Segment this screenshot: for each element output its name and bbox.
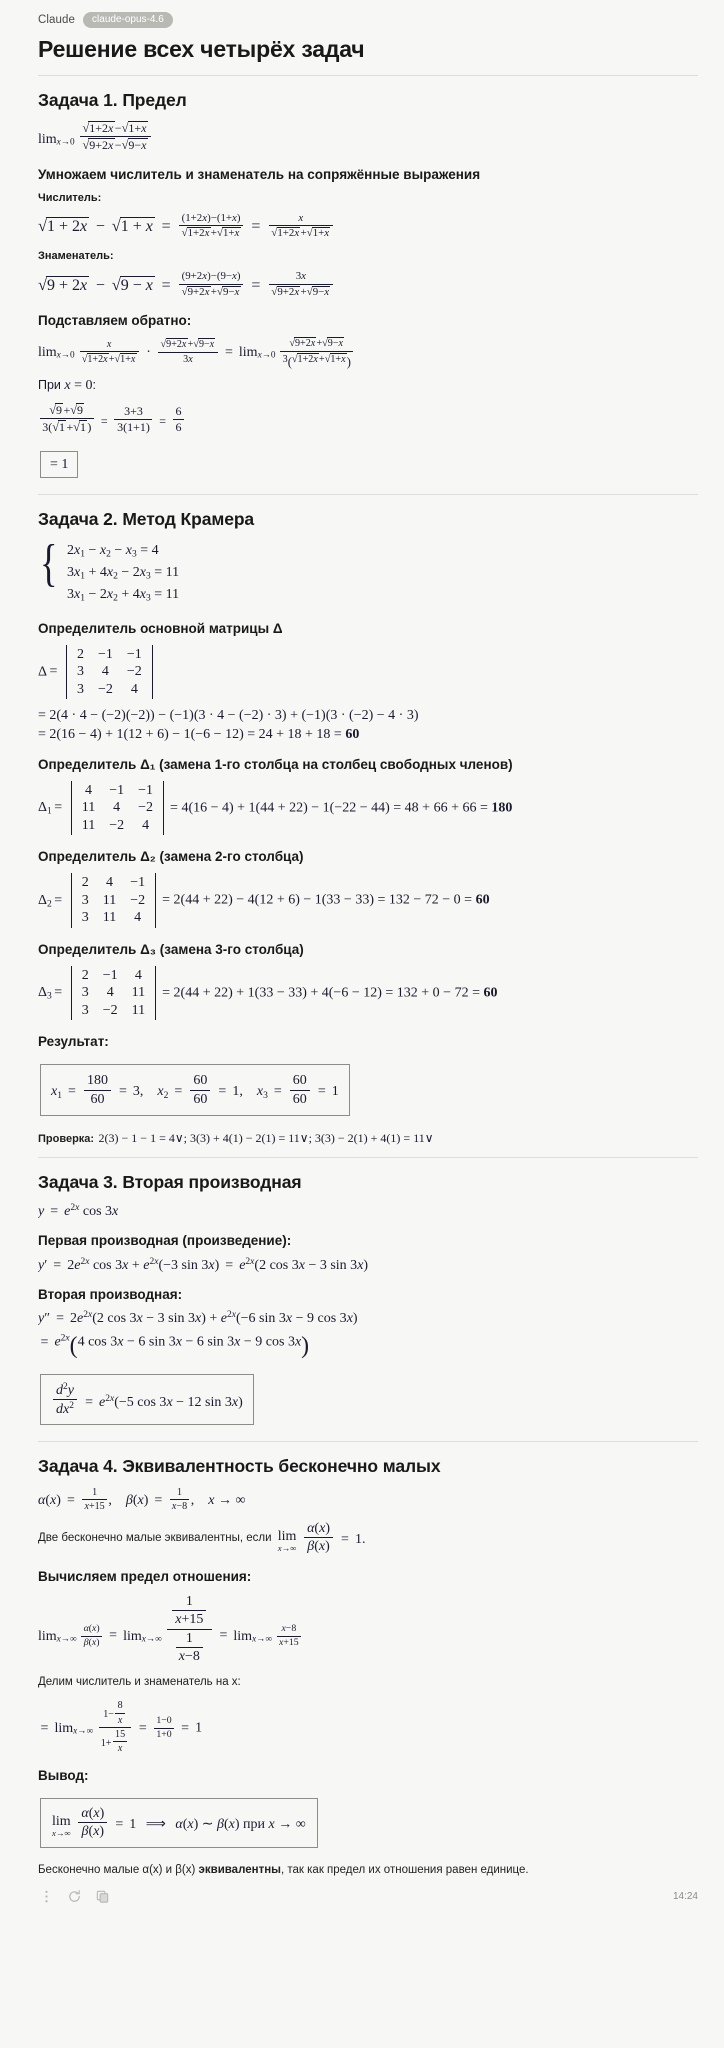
task-3-first-heading: Первая производная (произведение):: [38, 1233, 292, 1249]
task-1-numerator-label: Числитель:: [38, 191, 102, 204]
task-3-heading: Задача 3. Вторая производная: [38, 1172, 302, 1193]
final-note: [38, 1862, 698, 1879]
task-3-result-box: $\frac{d^2y}{dx^2}$ = $e^{2x}(-5$ cos 3x − 12 sin 3x): [40, 1374, 254, 1425]
task-3-second-derivative-line-2: = $e^{2x}(4$ cos 3x − 6 sin 3x − 6 sin 3x − 9 cos 3x): [40, 1333, 310, 1360]
message-action-bar: [38, 1889, 698, 1904]
task-2-d1-row: $\Delta_1$ = 4 −1 −1 11 4 −2 11 −2 4 = 4(16 − 4) + 1(44 + 22) − 1(−22 − 44) = 48 + 66 + 66 = 180: [38, 781, 698, 836]
d1-expression: = 4(16 − 4) + 1(44 + 22) − 1(−22 − 44) = 48 + 66 + 66 =: [170, 800, 492, 816]
task-1-substitute-heading: Подставляем обратно:: [38, 313, 192, 329]
task-1-heading: Задача 1. Предел: [38, 89, 187, 110]
model-badge: claude-opus-4.6: [83, 12, 173, 28]
retry-icon[interactable]: [67, 1889, 82, 1904]
task-2-section: [38, 509, 698, 1147]
copy-icon[interactable]: [95, 1889, 110, 1904]
task-3-second-heading: Вторая производная:: [38, 1287, 183, 1303]
task-4-divide-label: [38, 1676, 698, 1688]
final-note-part-2: , так как предел их отношения равен единице.: [280, 1863, 529, 1876]
d3-expression: = 2(44 + 22) + 1(33 − 33) + 4(−6 − 12) = 132 + 0 − 72 =: [162, 985, 484, 1001]
final-note-emphasis: эквивалентны: [198, 1863, 281, 1876]
task-1-denominator-label: Знаменатель:: [38, 250, 114, 263]
task-3-function: $y = e^{2x}$ cos 3x: [38, 1203, 119, 1219]
delta-line-2-text: = 2(16 − 4) + 1(12 + 6) − 1(−6 − 12) = 24 + 18 + 18 =: [38, 727, 346, 743]
message-timestamp: 14:24: [672, 1890, 698, 1902]
task-4-criterion: Две бесконечно малые эквивалентны, если lim x→∞ $\frac{\alpha(x)}{\beta(x)}$ = 1.: [38, 1521, 366, 1555]
d1-value: 180: [491, 800, 513, 816]
task-2-result-heading: Результат:: [38, 1034, 109, 1050]
task-4-divide-expression: = limx→∞ 1− $\frac{8}{x}$ 1+ $\frac{15}{x}$ = $\frac{1-0}{1+0}$ = 1: [40, 1700, 203, 1754]
task-2-delta-line-1: = 2(4 · 4 − (−2)(−2)) − (−1)(3 · 4 − (−2) · 3) + (−1)(3 · (−2) − 4 · 3): [38, 708, 419, 723]
message-header: [38, 12, 698, 28]
task-2-d1-heading: Определитель Δ₁ (замена 1-го столбца на столбец свободных членов): [38, 756, 513, 772]
check-expression: 2(3) − 1 − 1 = 4∨; 3(3) + 4(1) − 2(1) = 11∨; 3(3) − 2(1) + 4(1) = 11∨: [98, 1131, 434, 1146]
check-label: Проверка:: [38, 1133, 95, 1146]
divider: [38, 1441, 698, 1442]
system-equation: $3x_1 + 4x_2 - 2x_3 = 11$: [66, 565, 180, 582]
task-1-step-heading: Умножаем числитель и знаменатель на сопряжённые выражения: [38, 166, 481, 182]
task-1-denominator-expression: √9 + 2x − √9 − x = $\frac{(9+2x)-(9-x)}{√9+2x+√9-x}$ = $\frac{3x}{√9+2x+√9-x}$: [38, 271, 698, 299]
task-1-result-box: = 1: [40, 451, 78, 478]
divider: [38, 75, 698, 76]
task-3-section: [38, 1172, 698, 1431]
task-2-check-row: [38, 1129, 698, 1147]
d2-expression: = 2(44 + 22) − 4(12 + 6) − 1(33 − 33) = 132 − 72 − 0 =: [162, 892, 476, 908]
task-2-d2-heading: Определитель Δ₂ (замена 2-го столбца): [38, 849, 304, 865]
task-4-heading: Задача 4. Эквивалентность бесконечно малых: [38, 1455, 441, 1476]
system-equation: $2x_1 - x_2 - x_3 = 4$: [66, 543, 159, 560]
task-2-d3-row: $\Delta_3$ = 2 −1 4 3 4 11 3 −2 11 = 2(44 + 22) + 1(33 − 33) + 4(−6 − 12) = 132 + 0 − 72 = 60: [38, 966, 698, 1021]
task-3-second-derivative-line-1: $y'' = 2e^{2x}(2$ cos 3x − 3 $\sin 3x) + e^{2x}(-6$ sin 3x − 9 cos 3x): [38, 1310, 358, 1327]
task-2-delta-matrix: Δ = 2 −1 −1 3 4 −2 3 −2 4: [38, 645, 698, 700]
message-footer: [0, 1854, 724, 1910]
task-1-at-zero-label: При x = 0:: [38, 378, 96, 394]
task-2-d3-heading: Определитель Δ₃ (замена 3-го столбца): [38, 941, 304, 957]
delta-value: 60: [345, 727, 360, 743]
task-4-calc-heading: Вычисляем предел отношения:: [38, 1568, 252, 1584]
final-note-part-1: Бесконечно малые α(x) и β(x): [38, 1863, 199, 1876]
task-4-conclusion-box: lim x→∞ $\frac{\alpha(x)}{\beta(x)}$ = 1 ⟹ α(x) ∼ β(x) при x → ∞: [40, 1798, 318, 1848]
task-1-section: [38, 90, 698, 485]
d3-value: 60: [483, 985, 498, 1001]
task-4-definitions: α(x) = $\frac{1}{x+15}$ , β(x) = $\frac{1}{x-8}$ , x → ∞: [38, 1486, 246, 1513]
task-3-first-derivative: $y' = 2e^{2x}$ $\cos 3x + e^{2x}(-3$ $\sin 3x) = e^{2x}(2$ cos 3x − 3 sin 3x): [38, 1257, 369, 1273]
assistant-name: Claude: [38, 13, 76, 26]
task-1-limit-expression: limx→0 $\frac{√1+2x-√1+x}{√9+2x-√9-x}$: [38, 121, 698, 153]
task-2-result-box: $x_1$ = $\frac{180}{60}$ = 3, $x_2$ = $\frac{60}{60}$ = 1, $x_3$ = $\frac{60}{60}$ = 1: [40, 1064, 350, 1116]
task-2-delta-line-2: [38, 727, 698, 742]
system-brace: {: [40, 535, 58, 593]
task-2-delta-heading: Определитель основной матрицы Δ: [38, 620, 283, 636]
more-options-icon[interactable]: [39, 1889, 54, 1904]
divider: [38, 1157, 698, 1158]
page-title: Решение всех четырёх задач: [38, 35, 365, 62]
divider: [38, 494, 698, 495]
task-2-d2-row: $\Delta_2$ = 2 4 −1 3 11 −2 3 11 4 = 2(44 + 22) − 4(12 + 6) − 1(33 − 33) = 132 − 72 − 0 = 60: [38, 873, 698, 928]
divide-label-text: Делим числитель и знаменатель на x:: [38, 1676, 241, 1689]
task-1-numerator-expression: √1 + 2x − √1 + x = $\frac{(1+2x)-(1+x)}{√1+2x+√1+x}$ = $\frac{x}{√1+2x+√1+x}$: [38, 213, 698, 241]
task-2-system: [40, 535, 698, 606]
task-4-section: [38, 1456, 698, 1854]
system-equation: $3x_1 - 2x_2 + 4x_3 = 11$: [66, 587, 180, 605]
task-1-at-zero-expression: $\frac{√9+√9}{3(√1+√1)}$ = $\frac{3+3}{3(1+1)}$ = $\frac{6}{6}$: [38, 403, 698, 435]
task-1-substitute-expression: limx→0 $\frac{x}{√1+2x+√1+x}$ · $\frac{√9+2x+√9-x}{3x}$ = limx→0 $\frac{√9+2x+√9-x}{3(√1+2x+√1+x)}$: [38, 337, 698, 369]
task-4-calc-expression: limx→∞ $\frac{\alpha(x)}{\beta(x)}$ = limx→∞ $\frac{\frac{1}{x+15}}{\frac{1}{x-8}}$ = limx→∞ $\frac{x-8}{x+15}$: [38, 1594, 698, 1665]
d2-value: 60: [475, 892, 490, 908]
task-2-heading: Задача 2. Метод Крамера: [38, 509, 255, 530]
task-4-conclusion-heading: Вывод:: [38, 1767, 89, 1783]
